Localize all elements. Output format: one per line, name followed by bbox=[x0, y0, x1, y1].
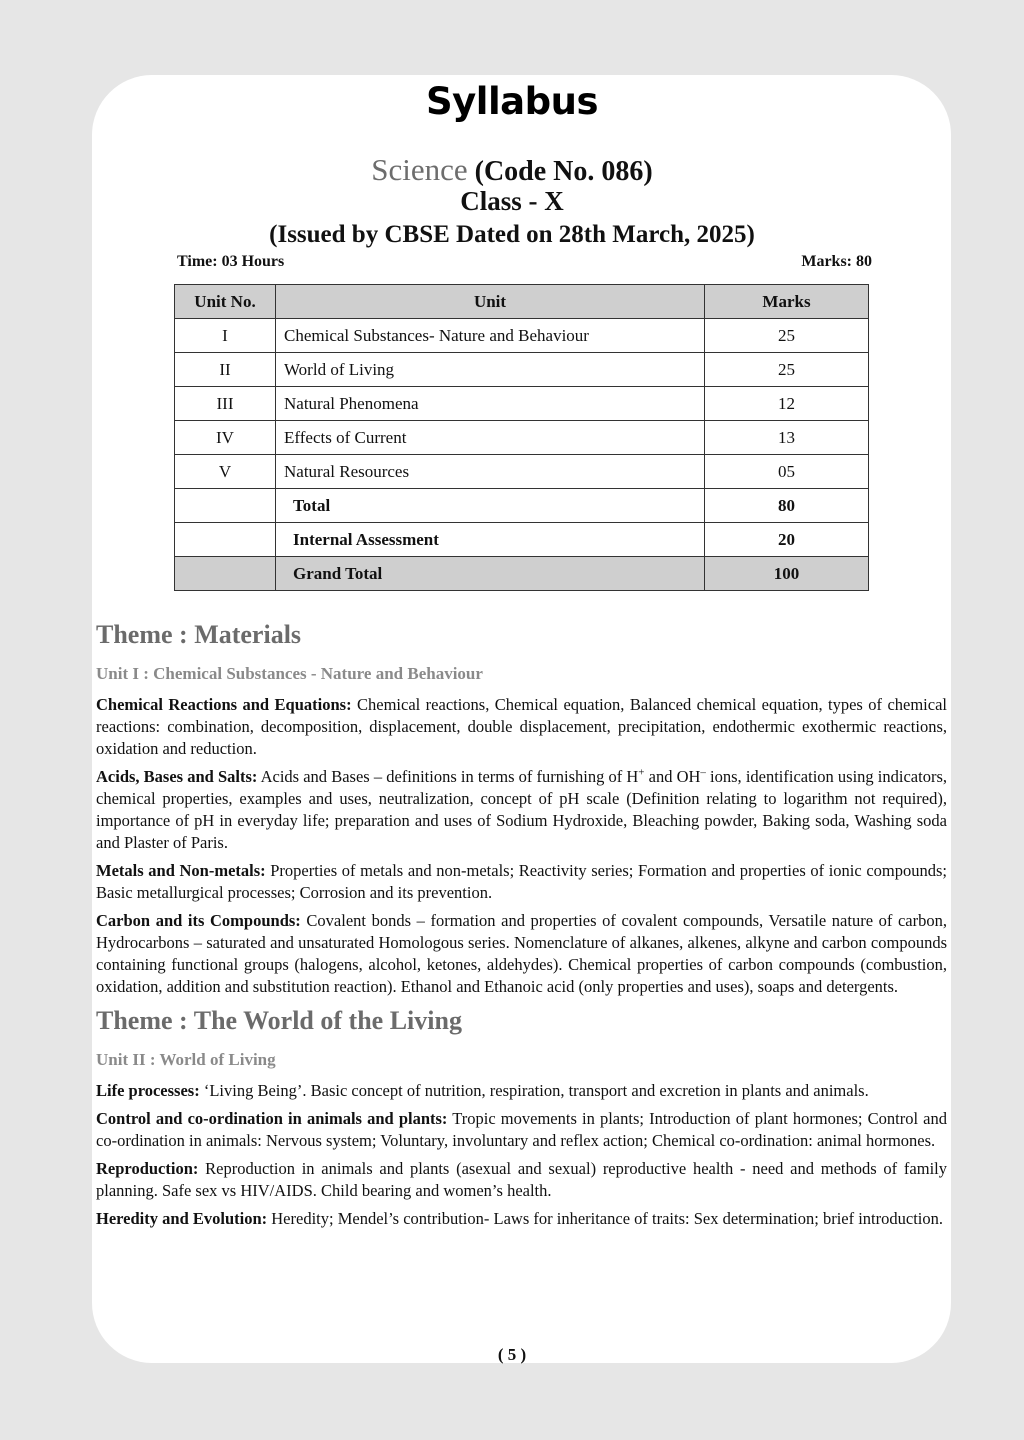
table-row bbox=[175, 421, 869, 455]
issued-note: (Issued by CBSE Dated on 28th March, 2025) bbox=[269, 221, 755, 248]
topic-paragraph bbox=[96, 1158, 947, 1202]
class-heading: Class - X bbox=[460, 186, 564, 216]
topic-paragraph bbox=[96, 1080, 947, 1102]
header-unit: Unit bbox=[276, 285, 705, 319]
header-marks: Marks bbox=[705, 285, 869, 319]
total-marks: 80 bbox=[705, 489, 869, 523]
unit-name: Natural Phenomena bbox=[276, 387, 705, 421]
unit-number: IV bbox=[175, 421, 276, 455]
superscript-minus: – bbox=[700, 766, 706, 779]
topic-text: Chemical reactions, Chemical equation, Balanced chemical equation, types of chemical reactions: combination, decomposition, displacement, double displacement, precipitation, endothermic exothermic reactions, oxidation and reduction. bbox=[96, 695, 947, 758]
grand-total-marks: 100 bbox=[705, 557, 869, 591]
empty-cell bbox=[175, 523, 276, 557]
exam-meta bbox=[177, 253, 872, 271]
unit-marks: 25 bbox=[705, 319, 869, 353]
topic-text: Heredity; Mendel’s contribution- Laws for inheritance of traits: Sex determination; brief introduction. bbox=[267, 1209, 943, 1228]
internal-assessment-row bbox=[175, 523, 869, 557]
topic-text: Reproduction in animals and plants (asexual and sexual) reproductive health - need and methods of family planning. Safe sex vs HIV/AIDS. Child bearing and women’s health. bbox=[96, 1159, 947, 1200]
internal-assessment-label: Internal Assessment bbox=[276, 523, 705, 557]
grand-total-label: Grand Total bbox=[276, 557, 705, 591]
unit-marks: 25 bbox=[705, 353, 869, 387]
superscript-plus: + bbox=[638, 766, 645, 779]
topic-text: ‘Living Being’. Basic concept of nutrition, respiration, transport and excretion in plants and animals. bbox=[199, 1081, 869, 1100]
subject-code: (Code No. 086) bbox=[474, 156, 653, 187]
topic-term: Chemical Reactions and Equations: bbox=[96, 695, 352, 714]
topic-paragraph bbox=[96, 1108, 947, 1152]
unit-marks: 12 bbox=[705, 387, 869, 421]
empty-cell bbox=[175, 489, 276, 523]
unit-name: Natural Resources bbox=[276, 455, 705, 489]
table-row bbox=[175, 455, 869, 489]
theme-heading: Theme : Materials bbox=[96, 620, 302, 649]
table-header-row bbox=[175, 285, 869, 319]
unit-number: II bbox=[175, 353, 276, 387]
unit-marks: 05 bbox=[705, 455, 869, 489]
topic-term: Carbon and its Compounds: bbox=[96, 911, 301, 930]
subject-name: Science bbox=[371, 152, 468, 187]
theme-heading: Theme : The World of the Living bbox=[96, 1006, 462, 1035]
topic-term: Metals and Non-metals: bbox=[96, 861, 266, 880]
topic-paragraph bbox=[96, 766, 947, 854]
unit-number: III bbox=[175, 387, 276, 421]
topic-paragraph bbox=[96, 1208, 947, 1230]
topic-term: Heredity and Evolution: bbox=[96, 1209, 268, 1228]
topic-paragraph bbox=[96, 694, 947, 760]
marks-table bbox=[174, 284, 869, 591]
topic-text: Acids and Bases – definitions in terms of furnishing of H bbox=[257, 767, 639, 786]
page-number: ( 5 ) bbox=[497, 1345, 527, 1364]
topic-term: Control and co-ordination in animals and plants: bbox=[96, 1109, 448, 1128]
total-row bbox=[175, 489, 869, 523]
topic-text: Properties of metals and non-metals; Reactivity series; Formation and properties of ionic compounds; Basic metallurgical processes; Corrosion and its prevention. bbox=[96, 861, 947, 902]
header-unit-no: Unit No. bbox=[175, 285, 276, 319]
topic-text: and OH bbox=[644, 767, 701, 786]
exam-marks: Marks: 80 bbox=[801, 253, 872, 270]
topic-text: Covalent bonds – formation and properties of covalent compounds, Versatile nature of carbon, Hydrocarbons – saturated and unsaturated Homologous series. Nomenclature of alkanes, alkenes, alkyne and carbon compounds containing functional groups (halogens, alcohol, ketones, aldehydes). Chemical properties of carbon compounds (combustion, oxidation, addition and substitution reaction). Ethanol and Ethanoic acid (only properties and uses), soaps and detergents. bbox=[96, 911, 948, 996]
unit-number: V bbox=[175, 455, 276, 489]
grand-total-row bbox=[175, 557, 869, 591]
topic-text: ions, identification using indicators, chemical properties, examples and uses, neutralization, concept of pH scale (Definition relating to logarithm not required), importance of pH in everyday life; preparation and uses of Sodium Hydroxide, Bleaching powder, Baking soda, Washing soda and Plaster of Paris. bbox=[96, 767, 947, 852]
unit-name: Chemical Substances- Nature and Behaviour bbox=[276, 319, 705, 353]
table-row bbox=[175, 353, 869, 387]
topic-term: Life processes: bbox=[96, 1081, 200, 1100]
table-row bbox=[175, 387, 869, 421]
unit-heading: Unit II : World of Living bbox=[96, 1050, 276, 1069]
topic-text: Tropic movements in plants; Introduction of plant hormones; Control and co-ordination in animals: Nervous system; Voluntary, involuntary and reflex action; Chemical co-ordination: animal hormones. bbox=[96, 1109, 947, 1150]
total-label: Total bbox=[276, 489, 705, 523]
unit-name: Effects of Current bbox=[276, 421, 705, 455]
syllabus-content bbox=[96, 618, 947, 1236]
page-title: Syllabus bbox=[426, 80, 598, 123]
topic-term: Reproduction: bbox=[96, 1159, 199, 1178]
subject-heading bbox=[0, 152, 1024, 188]
internal-assessment-marks: 20 bbox=[705, 523, 869, 557]
unit-heading: Unit I : Chemical Substances - Nature and Behaviour bbox=[96, 664, 483, 683]
unit-marks: 13 bbox=[705, 421, 869, 455]
topic-term: Acids, Bases and Salts: bbox=[96, 767, 258, 786]
topic-paragraph bbox=[96, 910, 947, 998]
exam-time: Time: 03 Hours bbox=[177, 253, 285, 270]
unit-number: I bbox=[175, 319, 276, 353]
topic-paragraph bbox=[96, 860, 947, 904]
empty-cell bbox=[175, 557, 276, 591]
table-row bbox=[175, 319, 869, 353]
unit-name: World of Living bbox=[276, 353, 705, 387]
